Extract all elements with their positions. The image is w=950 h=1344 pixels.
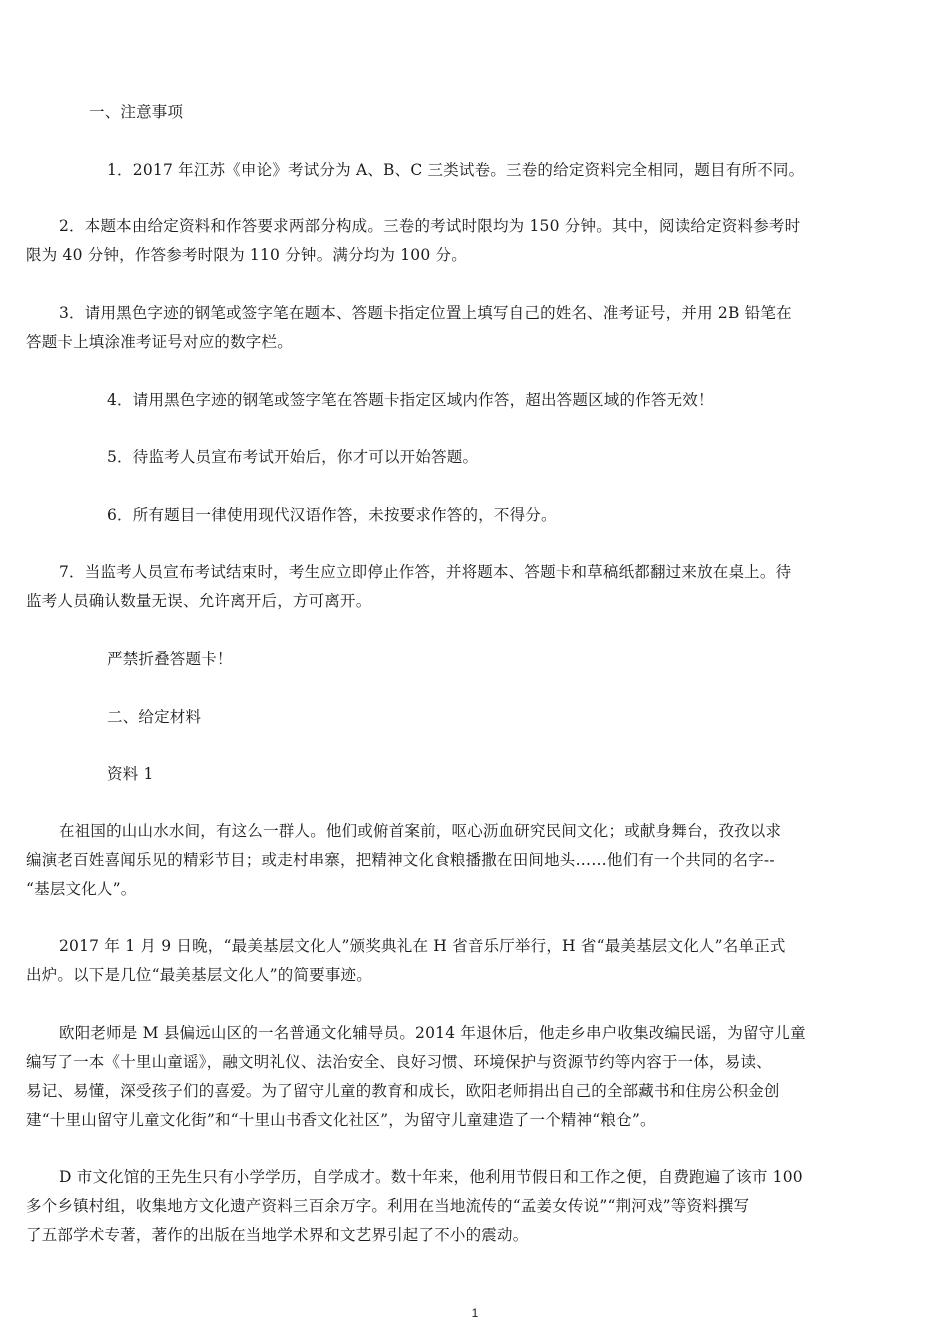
page-number: 1	[471, 1306, 479, 1320]
material-label: 资料 1	[107, 765, 154, 783]
paragraph-4-line-2: 多个乡镇村组，收集地方文化遗产资料三百余万字。利用在当地流传的“孟姜女传说”“荆河戏”等资料撰写	[26, 1197, 750, 1215]
paragraph-1-line-2: 编演老百姓喜闻乐见的精彩节目；或走村串寨，把精神文化食粮播撒在田间地头……他们有一个共同的名字--	[26, 851, 775, 869]
paragraph-3-line-3: 易记、易懂，深受孩子们的喜爱。为了留守儿童的教育和成长，欧阳老师捐出自己的全部藏书和住房公积金创	[26, 1082, 780, 1100]
paragraph-1-line-3: “基层文化人”。	[26, 880, 137, 898]
section-heading-notes: 一、注意事项	[89, 103, 184, 121]
note-item-2-line-2: 限为 40 分钟，作答参考时限为 110 分钟。满分均为 100 分。	[26, 246, 467, 264]
note-item-6: 6．所有题目一律使用现代汉语作答，未按要求作答的，不得分。	[107, 506, 557, 524]
paragraph-3-line-1: 欧阳老师是 M 县偏远山区的一名普通文化辅导员。2014 年退休后，他走乡串户收集改编民谣，为留守儿童	[59, 1024, 806, 1042]
paragraph-3-line-2: 编写了一本《十里山童谣》，融文明礼仪、法治安全、良好习惯、环境保护与资源节约等内容于一体，易读、	[26, 1053, 772, 1071]
section-heading-materials: 二、给定材料	[107, 708, 202, 726]
paragraph-4-line-1: D 市文化馆的王先生只有小学学历，自学成才。数十年来，他利用节假日和工作之便，自费跑遍了该市 100	[59, 1168, 803, 1186]
note-item-5: 5．待监考人员宣布考试开始后，你才可以开始答题。	[107, 448, 479, 466]
note-item-1: 1．2017 年江苏《申论》考试分为 A、B、C 三类试卷。三卷的给定资料完全相同，题目有所不同。	[107, 161, 805, 179]
warning-text: 严禁折叠答题卡！	[107, 650, 233, 668]
note-item-2-line-1: 2．本题本由给定资料和作答要求两部分构成。三卷的考试时限均为 150 分钟。其中，阅读给定资料参考时	[59, 217, 801, 235]
note-item-7-line-2: 监考人员确认数量无误、允许离开后，方可离开。	[26, 592, 372, 610]
note-item-4: 4．请用黑色字迹的钢笔或签字笔在答题卡指定区域内作答，超出答题区域的作答无效！	[107, 391, 714, 409]
note-item-3-line-2: 答题卡上填涂准考证号对应的数字栏。	[26, 333, 293, 351]
note-item-7-line-1: 7．当监考人员宣布考试结束时，考生应立即停止作答，并将题本、答题卡和草稿纸都翻过来放在桌上。待	[59, 563, 792, 581]
paragraph-2-line-1: 2017 年 1 月 9 日晚，“最美基层文化人”颁奖典礼在 H 省音乐厅举行，H 省“最美基层文化人”名单正式	[59, 937, 786, 955]
paragraph-3-line-4: 建“十里山留守儿童文化街”和“十里山书香文化社区”，为留守儿童建造了一个精神“粮仓”。	[26, 1111, 656, 1129]
paragraph-2-line-2: 出炉。以下是几位“最美基层文化人”的简要事迹。	[26, 966, 372, 984]
paragraph-4-line-3: 了五部学术专著，著作的出版在当地学术界和文艺界引起了不小的震动。	[26, 1226, 529, 1244]
note-item-3-line-1: 3．请用黑色字迹的钢笔或签字笔在题本、答题卡指定位置上填写自己的姓名、准考证号，并用 2B 铅笔在	[59, 304, 792, 322]
paragraph-1-line-1: 在祖国的山山水水间，有这么一群人。他们或俯首案前，呕心沥血研究民间文化；或献身舞台，孜孜以求	[59, 822, 782, 840]
